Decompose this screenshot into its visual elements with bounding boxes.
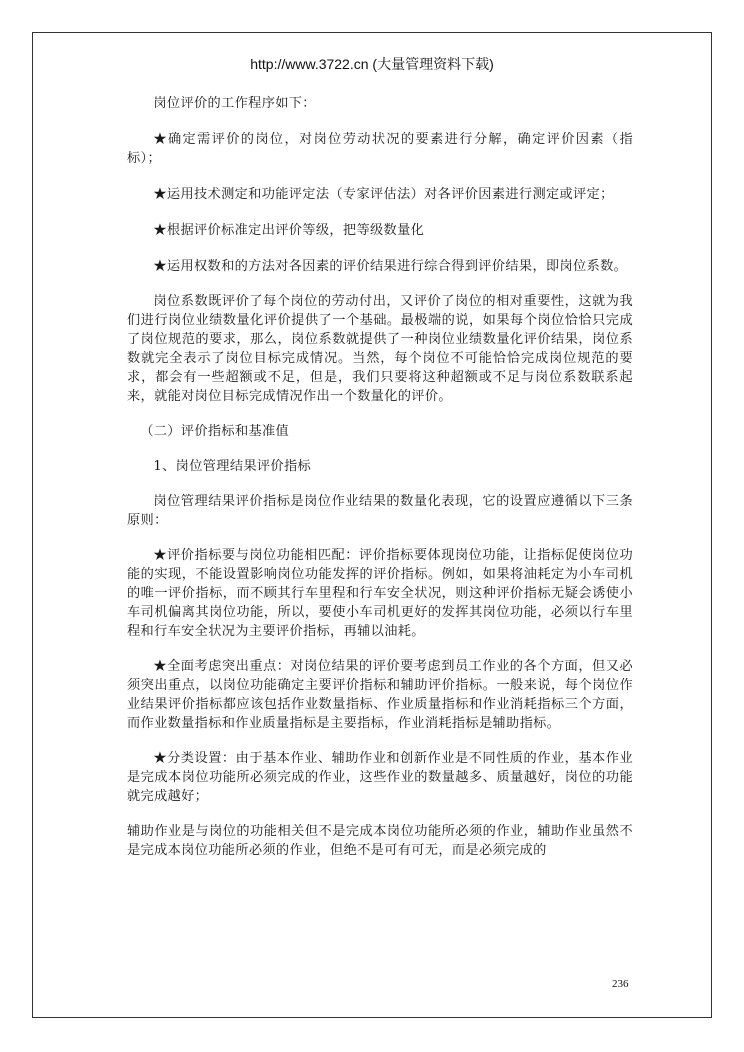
bullet-match-function: ★评价指标要与岗位功能相匹配：评价指标要体现岗位功能，让指标促使岗位功能的实现，不能设置影响岗位功能发挥的评价指标。例如，如果将油耗定为小车司机的唯一评价指标，而不顾其行车里程和行车安全状况，则这种评价指标无疑会诱使小车司机偏离其岗位功能，所以，要使小车司机更好的发挥其岗位功能，必须以行车里程和行车安全状况为主要评价指标，再辅以油耗。 <box>127 548 633 639</box>
paragraph-post-coefficient: 岗位系数既评价了每个岗位的劳动付出，又评价了岗位的相对重要性，这就为我们进行岗位业绩数量化评价提供了一个基础。最极端的说，如果每个岗位恰恰只完成了岗位规范的要求，那么，岗位系数就提供了一种岗位业绩数量化评价结果，岗位系数就完全表示了岗位目标完成情况。当然，每个岗位不可能恰恰完成岗位规范的要求，都会有一些超额或不足，但是，我们只要将这种超额或不足与岗位系数联系起来，就能对岗位目标完成情况作出一个数量化的评价。 <box>127 294 633 404</box>
bullet-determine-posts: ★确定需评价的岗位，对岗位劳动状况的要素进行分解，确定评价因素（指标）； <box>127 132 633 166</box>
document-body <box>127 94 633 860</box>
paragraph-result-indicators: 岗位管理结果评价指标是岗位作业结果的数量化表现，它的设置应遵循以下三条原则： <box>127 494 633 528</box>
bullet-grade-levels: ★根据评价标准定出评价等级，把等级数量化 <box>153 223 425 238</box>
section-heading-indicators: （二）评价指标和基准值 <box>140 424 290 439</box>
bullet-classified-setting: ★分类设置：由于基本作业、辅助作业和创新作业是不同性质的作业，基本作业是完成本岗位功能所必须完成的作业，这些作业的数量越多、质量越好，岗位的功能就完成越好； <box>127 751 633 804</box>
bullet-measure-factors: ★运用技术测定和功能评定法（专家评估法）对各评价因素进行测定或评定； <box>153 187 614 202</box>
paragraph-auxiliary-work: 辅助作业是与岗位的功能相关但不是完成本岗位功能所必须的作业，辅助作业虽然不是完成本岗位功能所必须的作业，但绝不是可有可无，而是必须完成的 <box>127 824 633 858</box>
bullet-highlight-focus: ★全面考虑突出重点：对岗位结果的评价要考虑到员工作业的各个方面，但又必须突出重点，以岗位功能确定主要评价指标和辅助评价指标。一般来说，每个岗位作业结果评价指标都应该包括作业数量指标、作业质量指标和作业消耗指标三个方面，而作业数量指标和作业质量指标是主要指标，作业消耗指标是辅助指标。 <box>127 659 633 731</box>
paragraph-procedure-intro: 岗位评价的工作程序如下： <box>153 96 316 111</box>
subsection-heading-result-indicators: 1、岗位管理结果评价指标 <box>153 459 312 474</box>
bullet-weighted-sum: ★运用权数和的方法对各因素的评价结果进行综合得到评价结果，即岗位系数。 <box>153 259 628 274</box>
page-number: 236 <box>612 978 629 990</box>
header-url: http://www.3722.cn (大量管理资料下载) <box>250 56 494 72</box>
